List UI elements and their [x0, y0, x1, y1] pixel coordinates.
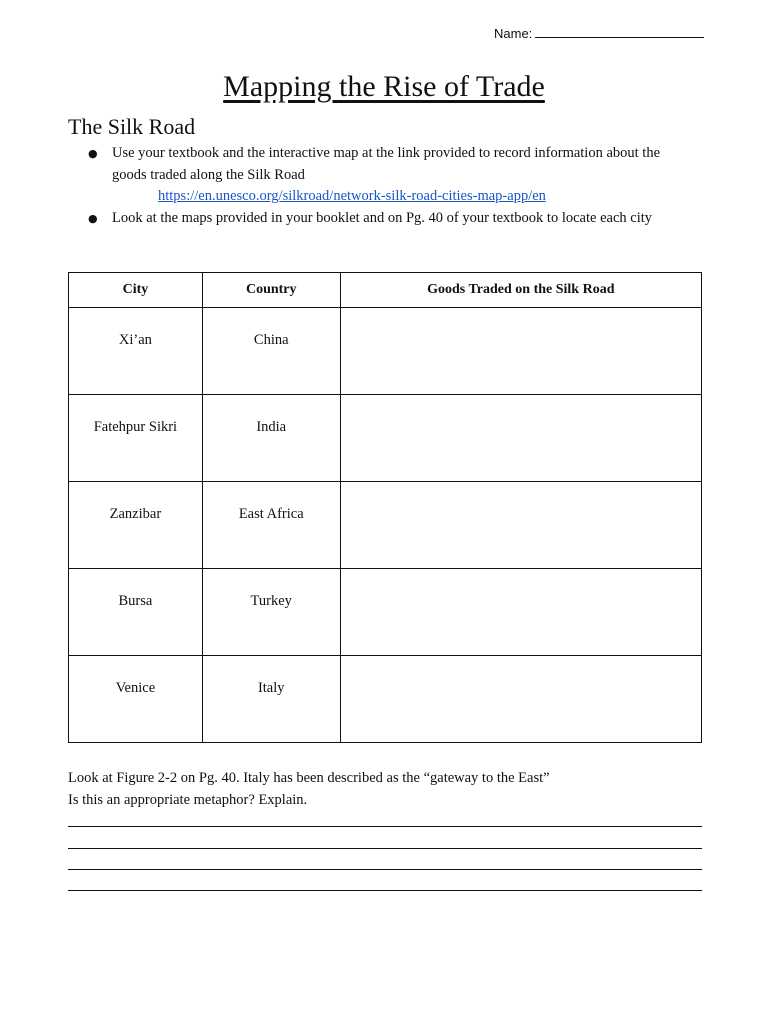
instruction-item — [88, 208, 698, 230]
answer-line[interactable] — [68, 890, 702, 891]
city-cell: Bursa — [69, 569, 203, 656]
trade-table — [68, 272, 702, 743]
question-line-2: Is this an appropriate metaphor? Explain. — [68, 792, 308, 808]
city-cell: Venice — [69, 656, 203, 743]
table-header-row — [69, 273, 702, 308]
country-cell: China — [202, 308, 340, 395]
goods-cell[interactable] — [340, 656, 701, 743]
table-row — [69, 656, 702, 743]
instruction-item — [88, 143, 698, 208]
goods-cell[interactable] — [340, 569, 701, 656]
table-row — [69, 395, 702, 482]
goods-cell[interactable] — [340, 308, 701, 395]
name-label: Name: — [494, 26, 533, 41]
bullet-icon: ● — [88, 211, 98, 225]
goods-cell[interactable] — [340, 395, 701, 482]
unesco-link[interactable]: https://en.unesco.org/silkroad/network-silk-road-cities-map-app/en — [158, 188, 546, 204]
question-block — [68, 767, 708, 811]
city-cell: Xi’an — [69, 308, 203, 395]
table-row — [69, 482, 702, 569]
country-cell: India — [202, 395, 340, 482]
page-title: Mapping the Rise of Trade — [223, 70, 545, 103]
goods-cell[interactable] — [340, 482, 701, 569]
instruction-text: Look at the maps provided in your booklet and on Pg. 40 of your textbook to locate each city — [112, 209, 653, 226]
city-cell: Zanzibar — [69, 482, 203, 569]
answer-line[interactable] — [68, 826, 702, 827]
column-header-country: Country — [202, 273, 340, 308]
country-cell: Turkey — [202, 569, 340, 656]
column-header-goods: Goods Traded on the Silk Road — [340, 273, 701, 308]
name-blank-line[interactable] — [535, 25, 704, 38]
column-header-city: City — [69, 273, 203, 308]
question-line-1: Look at Figure 2-2 on Pg. 40. Italy has been described as the “gateway to the East” — [68, 770, 550, 786]
country-cell: Italy — [202, 656, 340, 743]
answer-line[interactable] — [68, 869, 702, 870]
bullet-icon: ● — [88, 147, 98, 160]
instruction-text: Use your textbook and the interactive map at the link provided to record information about the goods traded along the Silk Road — [112, 145, 661, 183]
country-cell: East Africa — [202, 482, 340, 569]
instruction-list — [88, 143, 698, 229]
table-row — [69, 569, 702, 656]
city-cell: Fatehpur Sikri — [69, 395, 203, 482]
answer-line[interactable] — [68, 848, 702, 849]
section-heading: The Silk Road — [68, 114, 196, 139]
table-row — [69, 308, 702, 395]
name-field[interactable] — [494, 25, 704, 41]
